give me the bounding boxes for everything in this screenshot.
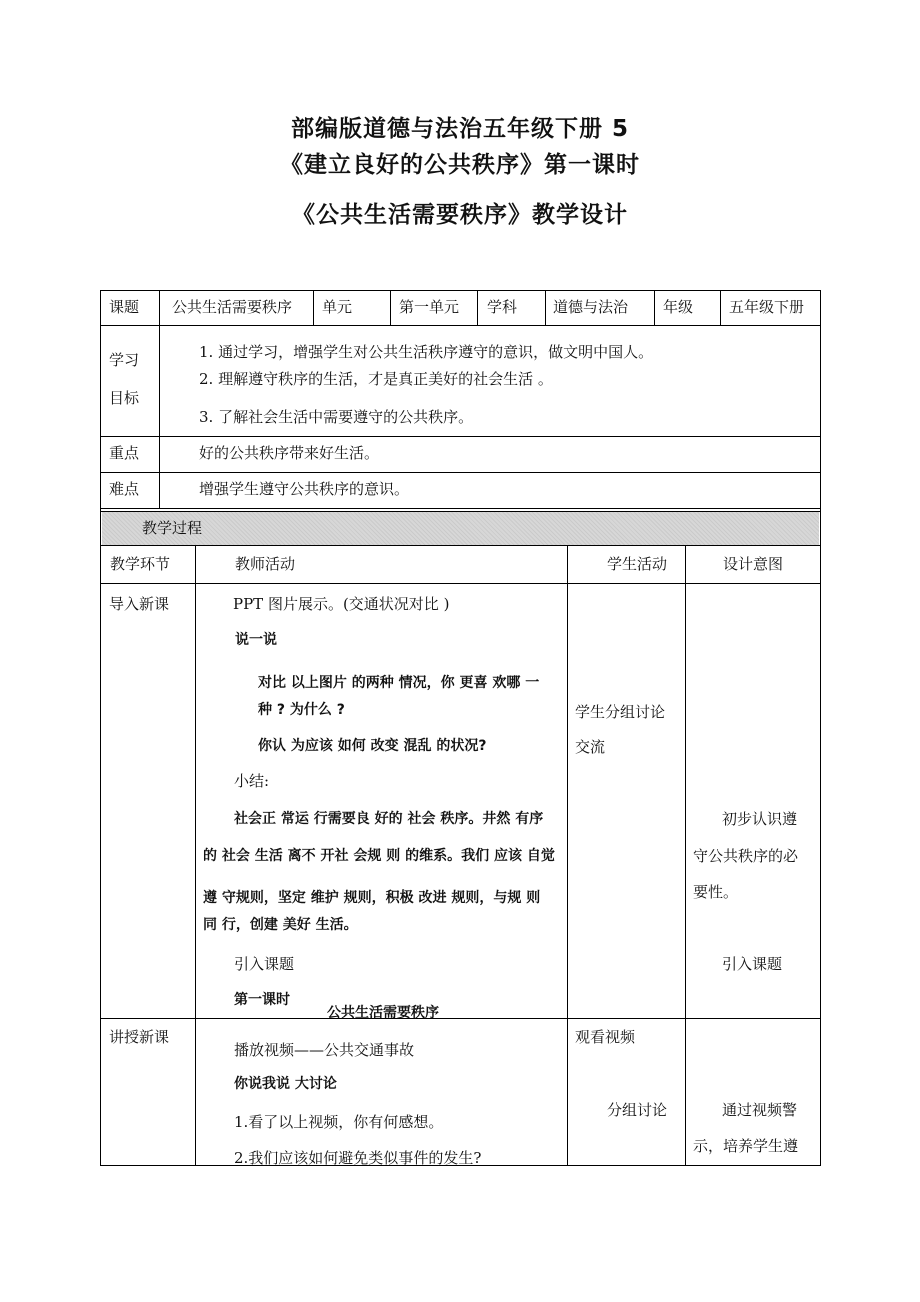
- col-divider: [720, 290, 721, 325]
- stage-new-lesson: 讲授新课: [109, 1028, 170, 1046]
- col-divider: [685, 545, 686, 1166]
- difficulty-value: 增强学生遵守公共秩序的意识。: [199, 480, 410, 498]
- topic-value: 公共生活需要秩序: [172, 298, 293, 316]
- col-divider: [313, 290, 314, 325]
- new-intent-2: 示，培养学生遵: [693, 1137, 799, 1155]
- intro-heading: 说一说: [235, 632, 277, 648]
- unit-label: 单元: [322, 298, 353, 316]
- intro-question-1a: 对比 以上图片 的两种 情况，你 更喜 欢哪 一: [258, 675, 540, 691]
- intro-student-2: 交流: [575, 738, 606, 756]
- objective-item-3: 3. 了解社会生活中需要遵守的公共秩序。: [199, 408, 474, 426]
- col-divider: [654, 290, 655, 325]
- intro-intent-3: 要性。: [693, 883, 739, 901]
- lesson-number: 第一课时: [234, 992, 290, 1008]
- new-question-1: 1.看了以上视频，你有何感想。: [234, 1113, 444, 1131]
- row-divider: [100, 508, 821, 509]
- stage-intro: 导入新课: [109, 595, 170, 613]
- row-divider: [100, 325, 821, 326]
- process-header-shade: [102, 511, 819, 545]
- row-divider: [100, 583, 821, 584]
- intro-student-1: 学生分组讨论: [575, 703, 666, 721]
- col-divider: [390, 290, 391, 325]
- unit-value: 第一单元: [399, 298, 460, 316]
- intro-question-2: 你认 为应该 如何 改变 混乱 的状况?: [258, 738, 487, 754]
- objectives-label-1: 学习: [109, 351, 140, 369]
- col-divider: [159, 325, 160, 508]
- lesson-title: 公共生活需要秩序: [327, 1005, 439, 1021]
- col-header-teacher: 教师活动: [235, 555, 296, 573]
- new-student-2: 分组讨论: [607, 1101, 668, 1119]
- col-divider: [195, 545, 196, 1166]
- col-header-stage: 教学环节: [110, 555, 171, 573]
- summary-line-2: 的 社会 生活 离不 开社 会规 则 的维系。我们 应该 自觉: [203, 848, 555, 864]
- new-student-1: 观看视频: [575, 1028, 636, 1046]
- lead-in-topic: 引入课题: [234, 955, 295, 973]
- col-header-student: 学生活动: [607, 555, 668, 573]
- key-point-value: 好的公共秩序带来好生活。: [199, 444, 380, 462]
- col-divider: [567, 545, 568, 1166]
- doc-title-line3: 《公共生活需要秩序》教学设计: [292, 202, 628, 228]
- row-divider: [100, 1018, 821, 1019]
- objective-item-2: 2. 理解遵守秩序的生活，才是真正美好的社会生活 。: [199, 370, 553, 388]
- row-divider: [100, 545, 821, 546]
- process-header: 教学过程: [142, 519, 203, 537]
- subject-value: 道德与法治: [553, 298, 629, 316]
- row-divider: [100, 511, 821, 512]
- summary-line-4: 同 行，创建 美好 生活。: [203, 917, 358, 933]
- intro-question-1b: 种 ? 为什么 ?: [258, 702, 345, 718]
- intro-teacher-line1: PPT 图片展示。(交通状况对比 ): [233, 595, 450, 613]
- grade-value: 五年级下册: [729, 298, 805, 316]
- new-teacher-line1: 播放视频——公共交通事故: [234, 1041, 415, 1059]
- topic-label: 课题: [109, 298, 140, 316]
- intro-intent-4: 引入课题: [722, 955, 783, 973]
- doc-title-line1: 部编版道德与法治五年级下册 5: [290, 116, 629, 142]
- new-question-2: 2.我们应该如何避免类似事件的发生?: [234, 1149, 482, 1167]
- key-point-label: 重点: [109, 444, 140, 462]
- objective-item-1: 1. 通过学习，增强学生对公共生活秩序遵守的意识，做文明中国人。: [199, 343, 654, 361]
- col-divider: [477, 290, 478, 325]
- new-heading: 你说我说 大讨论: [234, 1076, 337, 1092]
- col-divider: [545, 290, 546, 325]
- row-divider: [100, 472, 821, 473]
- summary-line-3: 遵 守规则，坚定 维护 规则，积极 改进 规则，与规 则: [203, 890, 541, 906]
- intro-intent-2: 守公共秩序的必: [693, 847, 799, 865]
- summary-label: 小结:: [234, 772, 270, 790]
- intro-intent-1: 初步认识遵: [722, 810, 798, 828]
- difficulty-label: 难点: [109, 480, 140, 498]
- doc-title-line2: 《建立良好的公共秩序》第一课时: [280, 152, 640, 178]
- subject-label: 学科: [487, 298, 518, 316]
- col-divider: [159, 290, 160, 325]
- grade-label: 年级: [663, 298, 694, 316]
- col-header-intent: 设计意图: [723, 555, 784, 573]
- summary-line-1: 社会正 常运 行需要良 好的 社会 秩序。井然 有序: [234, 811, 544, 827]
- objectives-label-2: 目标: [109, 389, 140, 407]
- row-divider: [100, 436, 821, 437]
- new-intent-1: 通过视频警: [722, 1101, 798, 1119]
